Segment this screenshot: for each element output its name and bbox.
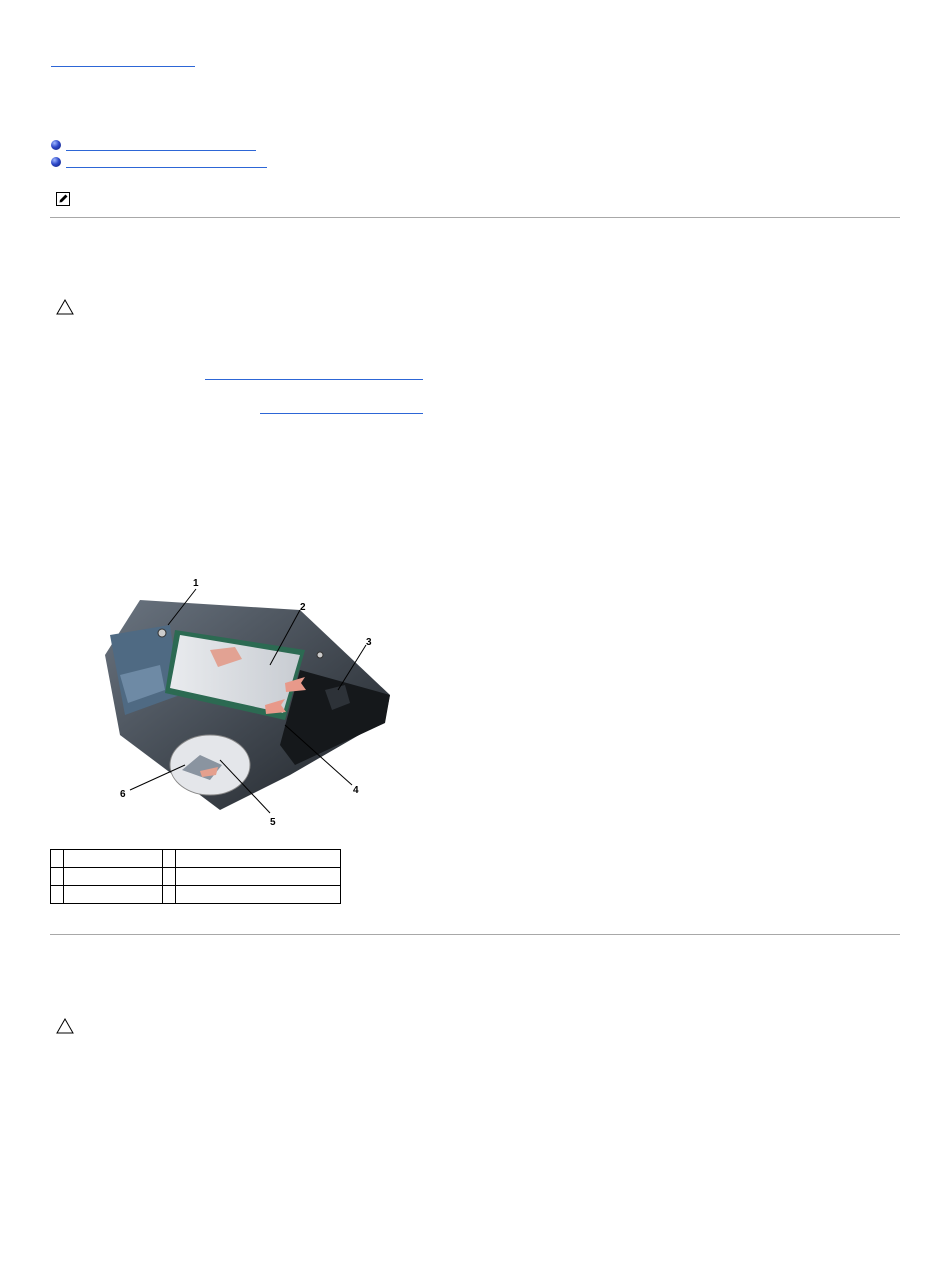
table-cell <box>63 886 162 904</box>
table-cell <box>63 868 162 886</box>
procedure-link-1[interactable] <box>205 379 423 380</box>
section-divider <box>50 934 900 935</box>
callout-legend-table <box>50 849 341 904</box>
callout-3: 3 <box>366 637 372 648</box>
back-to-contents-link[interactable] <box>51 66 195 67</box>
table-cell <box>51 868 64 886</box>
table-cell <box>175 868 340 886</box>
table-cell <box>51 850 64 868</box>
table-cell <box>51 886 64 904</box>
toc-link-removing[interactable] <box>66 150 256 151</box>
table-cell <box>162 868 175 886</box>
caution-icon <box>56 1018 74 1034</box>
toc-link-replacing[interactable] <box>66 167 267 168</box>
bullet-icon <box>51 140 61 150</box>
note-pencil-icon <box>56 192 70 206</box>
table-row <box>51 886 341 904</box>
table-row <box>51 868 341 886</box>
table-cell <box>175 850 340 868</box>
procedure-link-2[interactable] <box>260 413 423 414</box>
ssd-removal-illustration <box>100 575 400 830</box>
callout-4: 4 <box>353 785 359 796</box>
table-row <box>51 850 341 868</box>
table-cell <box>162 886 175 904</box>
callout-2: 2 <box>300 602 306 613</box>
section-divider <box>50 217 900 218</box>
callout-1: 1 <box>193 578 199 589</box>
table-cell <box>162 850 175 868</box>
caution-icon <box>56 299 74 315</box>
callout-5: 5 <box>270 817 276 828</box>
callout-6: 6 <box>120 789 126 800</box>
table-cell <box>63 850 162 868</box>
table-cell <box>175 886 340 904</box>
bullet-icon <box>51 157 61 167</box>
